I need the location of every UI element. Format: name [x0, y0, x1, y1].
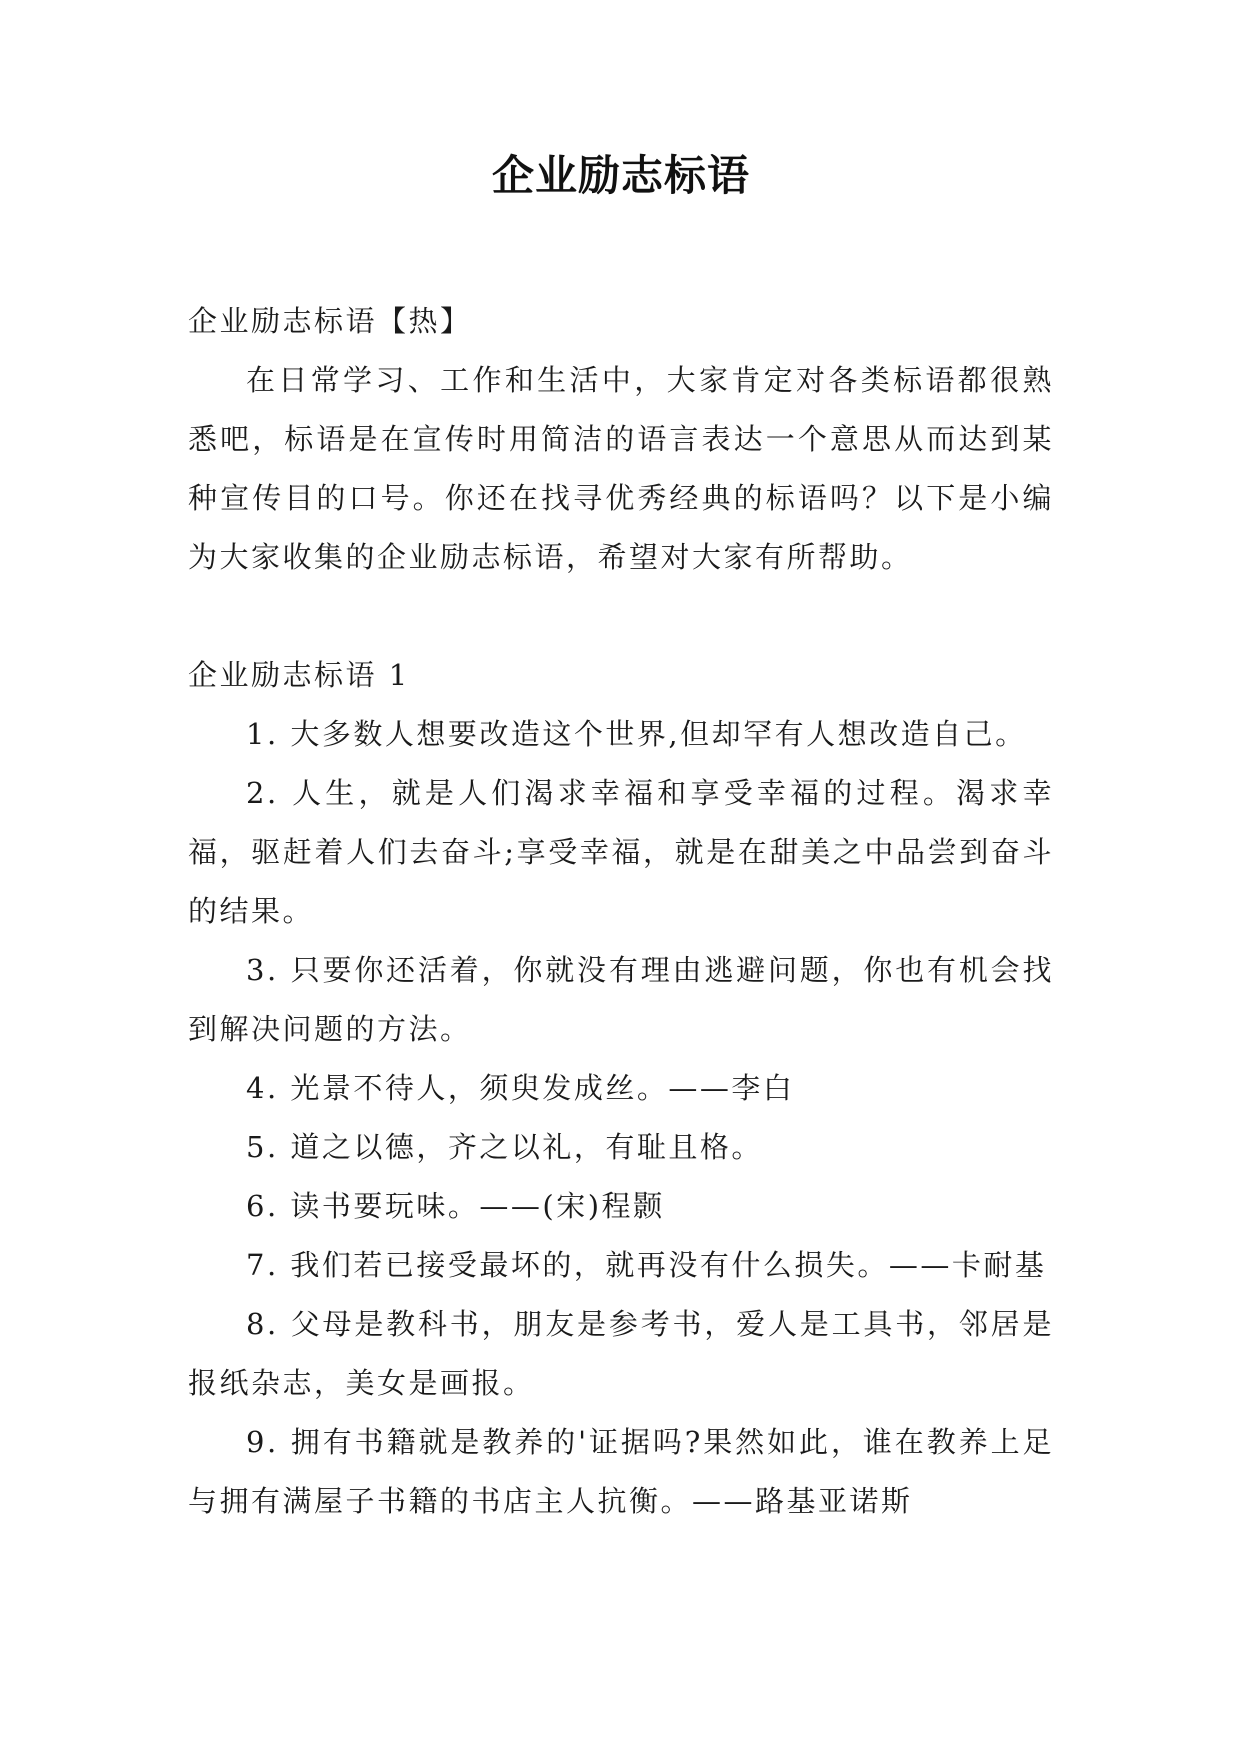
list-item-3: 3. 只要你还活着，你就没有理由逃避问题，你也有机会找到解决问题的方法。 [188, 953, 1054, 1046]
section-heading: 企业励志标语 1 [188, 658, 410, 692]
list-item-8: 8. 父母是教科书，朋友是参考书，爱人是工具书，邻居是报纸杂志，美女是画报。 [188, 1307, 1054, 1400]
list-item-9: 9. 拥有书籍就是教养的'证据吗?果然如此，谁在教养上足与拥有满屋子书籍的书店主人抗衡。——路基亚诺斯 [188, 1425, 1054, 1518]
document-body [188, 292, 1054, 1531]
list-item-7: 7. 我们若已接受最坏的，就再没有什么损失。——卡耐基 [246, 1248, 1047, 1282]
intro-paragraph: 在日常学习、工作和生活中，大家肯定对各类标语都很熟悉吧，标语是在宣传时用简洁的语言表达一个意思从而达到某种宣传目的口号。你还在找寻优秀经典的标语吗？以下是小编为大家收集的企业励志标语，希望对大家有所帮助。 [188, 363, 1054, 574]
list-item-5: 5. 道之以德，齐之以礼，有耻且格。 [246, 1130, 763, 1164]
list-item-2: 2. 人生，就是人们渴求幸福和享受幸福的过程。渴求幸福，驱赶着人们去奋斗;享受幸福，就是在甜美之中品尝到奋斗的结果。 [188, 776, 1054, 928]
list-item-6: 6. 读书要玩味。——(宋)程颢 [246, 1189, 665, 1223]
list-item-1: 1. 大多数人想要改造这个世界,但却罕有人想改造自己。 [246, 717, 1027, 751]
document-subtitle: 企业励志标语【热】 [188, 304, 472, 338]
document-title: 企业励志标语 [491, 151, 750, 200]
paragraph-spacer [188, 587, 1054, 646]
list-item-4: 4. 光景不待人，须臾发成丝。——李白 [246, 1071, 795, 1105]
